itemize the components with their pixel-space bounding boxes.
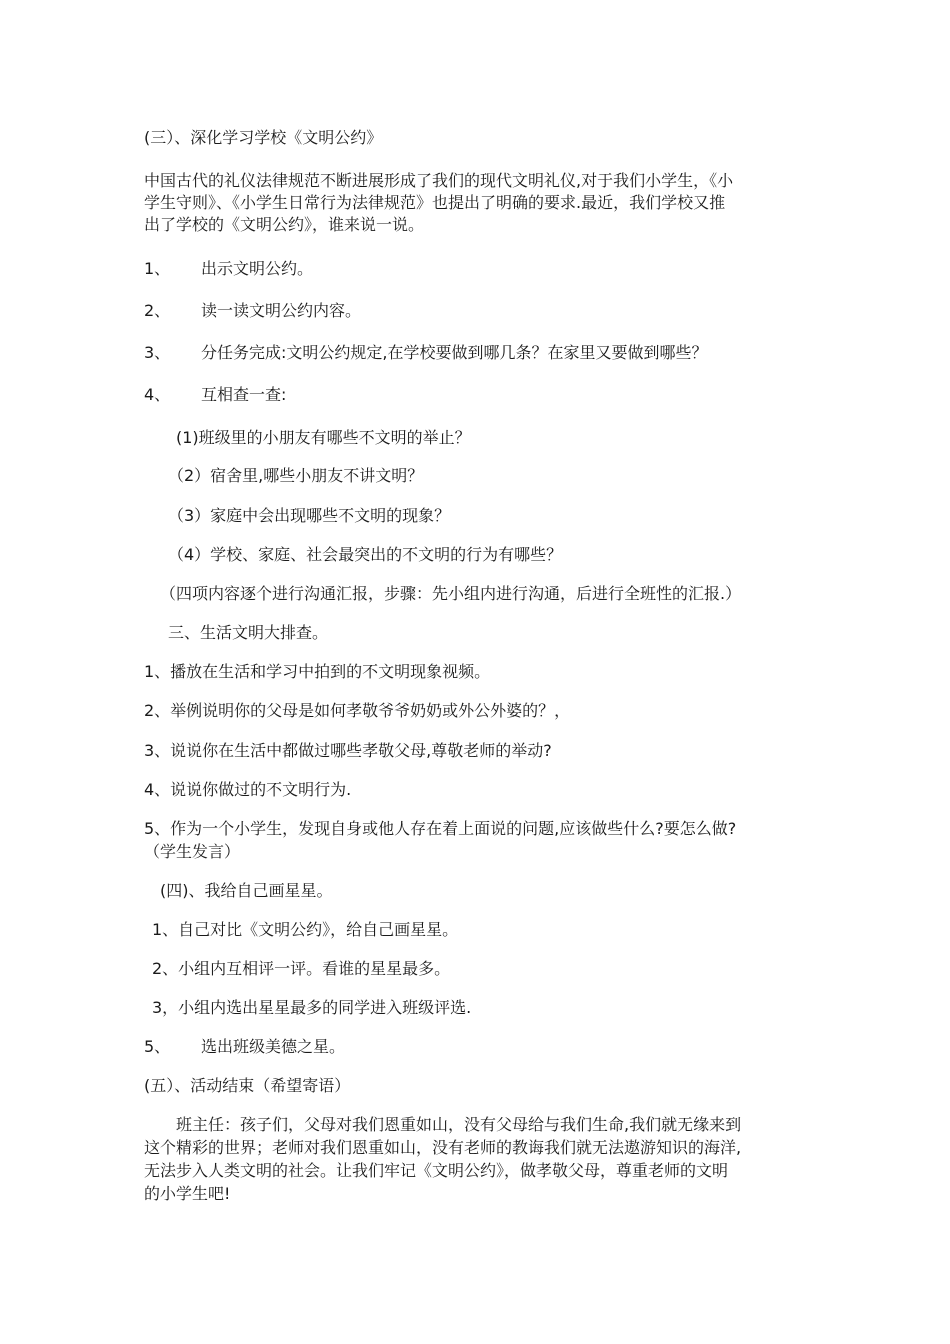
part-3-item: 5、作为一个小学生，发现自身或他人存在着上面说的问题,应该做些什么?要怎么做? xyxy=(144,819,737,838)
closing-paragraph-line: 的小学生吧! xyxy=(144,1184,231,1203)
check-item: （2）宿舍里,哪些小朋友不讲文明？ xyxy=(168,466,424,485)
report-note: （四项内容逐个进行沟通汇报，步骤：先小组内进行沟通，后进行全班性的汇报.） xyxy=(160,584,742,603)
part-3-item: 1、播放在生活和学习中拍到的不文明现象视频。 xyxy=(144,662,491,681)
numbered-step xyxy=(144,1036,345,1058)
intro-paragraph-line: 出了学校的《文明公约》，谁来说一说。 xyxy=(144,215,425,234)
part-4-item: 2、小组内互相评一评。看谁的星星最多。 xyxy=(152,959,451,978)
closing-paragraph-line: 无法步入人类文明的社会。让我们牢记《文明公约》，做孝敬父母，尊重老师的文明 xyxy=(144,1161,729,1180)
section-3-heading: (三）、深化学习学校《文明公约》 xyxy=(144,128,383,147)
part-4-item: 1、自己对比《文明公约》，给自己画星星。 xyxy=(152,920,459,939)
numbered-step xyxy=(144,258,313,280)
part-3-item: 4、说说你做过的不文明行为. xyxy=(144,780,352,799)
numbered-step xyxy=(144,384,286,406)
step-number: 3、 xyxy=(144,343,171,362)
step-number: 5、 xyxy=(144,1037,171,1056)
part-3-item: （学生发言） xyxy=(144,842,241,861)
check-item: (1)班级里的小朋友有哪些不文明的举止？ xyxy=(176,428,471,447)
numbered-step xyxy=(144,342,707,364)
part-4-heading: (四)、我给自己画星星。 xyxy=(160,881,333,900)
check-item: （4）学校、家庭、社会最突出的不文明的行为有哪些？ xyxy=(168,545,563,564)
intro-paragraph-line: 学生守则》、《小学生日常行为法律规范》也提出了明确的要求.最近，我们学校又推 xyxy=(144,193,726,212)
intro-paragraph-line: 中国古代的礼仪法律规范不断进展形成了我们的现代文明礼仪,对于我们小学生，《小 xyxy=(144,171,734,190)
closing-paragraph-line: 这个精彩的世界；老师对我们恩重如山，没有老师的教诲我们就无法遨游知识的海洋, xyxy=(144,1138,742,1157)
step-text: 互相查一查: xyxy=(201,385,287,404)
step-text: 分任务完成:文明公约规定,在学校要做到哪几条？在家里又要做到哪些？ xyxy=(201,343,708,362)
step-text: 出示文明公约。 xyxy=(201,259,314,278)
check-item: （3）家庭中会出现哪些不文明的现象？ xyxy=(168,506,451,525)
numbered-step xyxy=(144,300,361,322)
step-text: 读一读文明公约内容。 xyxy=(201,301,362,320)
step-number: 1、 xyxy=(144,259,171,278)
step-number: 2、 xyxy=(144,301,171,320)
part-3-heading: 三、生活文明大排查。 xyxy=(168,623,329,642)
part-5-heading: (五）、活动结束（希望寄语） xyxy=(144,1076,351,1095)
part-4-item: 3，小组内选出星星最多的同学进入班级评选. xyxy=(152,998,472,1017)
step-text: 选出班级美德之星。 xyxy=(201,1037,346,1056)
step-number: 4、 xyxy=(144,385,171,404)
part-3-item: 2、举例说明你的父母是如何孝敬爷爷奶奶或外公外婆的？， xyxy=(144,701,571,720)
closing-paragraph-line: 班主任：孩子们，父母对我们恩重如山，没有父母给与我们生命,我们就无缘来到 xyxy=(176,1115,742,1134)
part-3-item: 3、说说你在生活中都做过哪些孝敬父母,尊敬老师的举动? xyxy=(144,741,552,760)
